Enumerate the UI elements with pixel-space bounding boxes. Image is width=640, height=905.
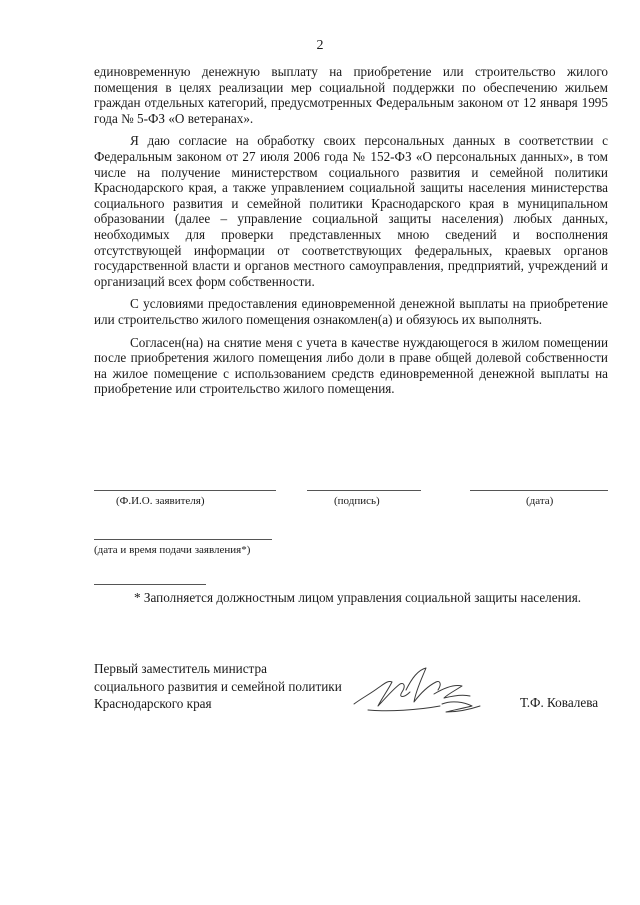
handwritten-signature [348,660,498,722]
paragraph-consent-personal-data: Я даю согласие на обработку своих персональных данных в соответствии с Федеральным законом от 27 июля 2006 года № 152-ФЗ «О персональных данных», в том числе на получение министерством социального развития и семейной политики Краснодарского края, а также управлением социальной защиты населения министерства социального развития и семейной политики Краснодарского края в муниципальном образовании (далее – управление социальной защиты населения) любых данных, необходимых для проверки представленных мною сведений и восполнения отсутствующей информации от соответствующих федеральных, краевых органов государственной власти и органов местного самоуправления, предприятий, учреждений и организаций всех форм собственности. [94,133,608,289]
document-body [94,64,608,404]
page-number: 2 [316,38,324,53]
signatory-position-line2: социального развития и семейной политики [94,678,342,694]
fio-line[interactable] [94,490,276,491]
signatory-position-line1: Первый заместитель министра [94,661,267,676]
signatory-position-line3: Краснодарского края [94,696,212,711]
submission-line[interactable] [94,539,272,540]
footnote-separator [94,584,206,585]
fio-caption: (Ф.И.О. заявителя) [116,495,205,507]
signatory-name: Т.Ф. Ковалева [520,695,599,710]
footnote: * Заполняется должностным лицом управления социальной защиты населения. [134,590,582,605]
paragraph-conditions-acknowledgement: С условиями предоставления единовременной денежной выплаты на приобретение или строительство жилого помещения ознакомлен(а) и обязуюсь их выполнять. [94,296,608,327]
signature-caption: (подпись) [334,495,380,507]
paragraph-deregistration-consent: Согласен(на) на снятие меня с учета в качестве нуждающегося в жилом помещении после приобретения жилого помещения либо доли в праве общей долевой собственности на жилое помещение с использованием средств единовременной денежной выплаты на приобретение или строительство жилого помещения. [94,334,608,397]
date-line[interactable] [470,490,608,491]
date-caption: (дата) [526,495,554,507]
signature-line[interactable] [307,490,421,491]
submission-caption: (дата и время подачи заявления*) [94,544,251,556]
signatory-block [94,660,342,713]
paragraph-continuation: единовременную денежную выплату на приобретение или строительство жилого помещения в целях реализации мер социальной поддержки по обеспечению жильем граждан отдельных категорий, предусмотренных Федеральным законом от 12 января 1995 года № 5-ФЗ «О ветеранах». [94,64,608,126]
